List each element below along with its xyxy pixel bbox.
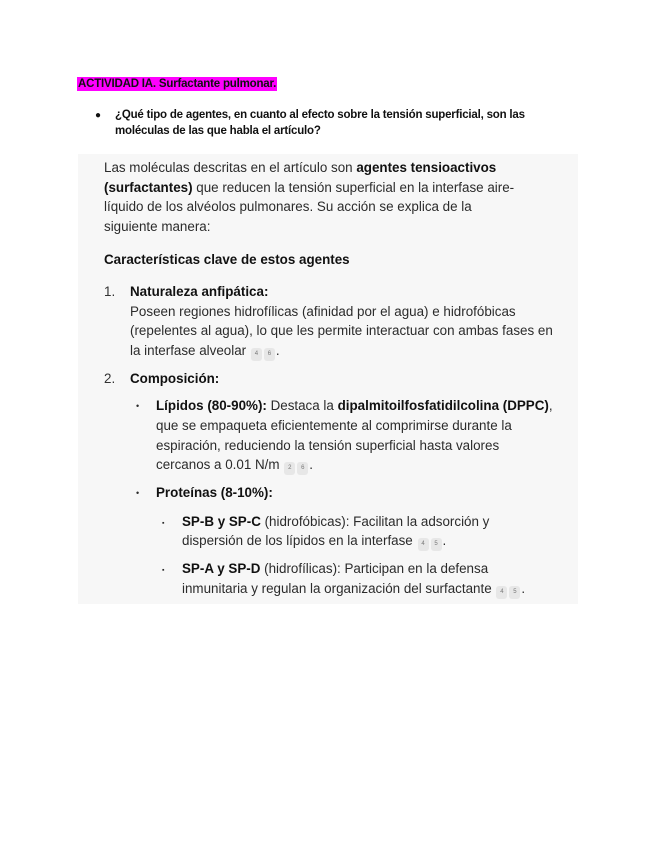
subsub-item-spad: [162, 559, 578, 599]
sub-item-title: Proteínas (8-10%):: [156, 485, 273, 501]
item-end: .: [275, 342, 280, 358]
intro-text-2: que reducen la tensión superficial en la interfase aire-líquido de los alvéolos pulmonares. Su acción se explica de la siguiente manera:: [104, 179, 515, 234]
sub-item-bold: dipalmitoilfosfatidilcolina (DPPC): [337, 398, 549, 414]
subsub-item-text: (hidrofílicas): Participan en la defensa inmunitaria y regulan la organización del surfactante: [182, 561, 492, 596]
bullet-square: ▪: [162, 519, 165, 527]
citation-badge[interactable]: 4: [496, 586, 507, 599]
citation-badge[interactable]: 5: [509, 586, 520, 599]
citation-badge[interactable]: 4: [418, 538, 429, 551]
question-bullet: ●: [95, 110, 101, 121]
answer-box: [78, 154, 578, 604]
bullet-square: ▪: [162, 567, 165, 575]
subsub-item-title: SP-A y SP-D: [182, 561, 261, 577]
item-title: Naturaleza anfipática:: [130, 283, 269, 299]
item-composicion: [104, 369, 578, 389]
citation-badge[interactable]: 4: [251, 348, 262, 361]
item-naturaleza: [104, 282, 578, 361]
sub-item-title: Lípidos (80-90%):: [156, 398, 267, 414]
intro-text-1: Las moléculas descritas en el artículo son: [104, 160, 357, 175]
section-heading: Características clave de estos agentes: [104, 252, 350, 268]
citation-badge[interactable]: 5: [431, 538, 442, 551]
subsub-item-text: (hidrofóbicas): Facilitan la adsorción y dispersión de los lípidos en la interfase: [182, 513, 490, 549]
item-number: 1.: [104, 283, 116, 299]
sub-item-text: , que se empaqueta eficientemente al comprimirse durante la espiración, reduciendo la tensión superficial hasta valores cercanos a 0.01 N/m: [156, 398, 553, 473]
sub-item-proteinas: [136, 483, 578, 504]
bullet-dot: •: [136, 401, 140, 412]
subsub-item-end: .: [521, 580, 526, 596]
citation-badge[interactable]: 6: [264, 348, 275, 361]
citation-badge[interactable]: 2: [284, 462, 295, 475]
bullet-dot: •: [136, 488, 140, 499]
subsub-item-spbc: [162, 512, 578, 552]
activity-title: ACTIVIDAD IA. Surfactante pulmonar.: [78, 78, 277, 90]
sub-item-end: .: [309, 457, 314, 473]
sub-item-text: Destaca la: [266, 398, 338, 414]
question: [95, 107, 565, 139]
item-text: Poseen regiones hidrofílicas (afinidad por el agua) e hidrofóbicas (repelentes al agua), lo que les permite interactuar con ambas fases en la interfase alveolar: [130, 303, 553, 358]
answer-intro: [104, 158, 529, 236]
question-text: ¿Qué tipo de agentes, en cuanto al efecto sobre la tensión superficial, son las moléculas de las que habla el artículo?: [115, 109, 525, 137]
item-number: 2.: [104, 370, 116, 386]
subsub-item-title: SP-B y SP-C: [182, 513, 261, 529]
subsub-item-end: .: [442, 533, 447, 549]
citation-badge[interactable]: 6: [297, 462, 308, 475]
item-title: Composición:: [130, 370, 220, 386]
sub-item-lipidos: [136, 396, 578, 475]
intro-bold: agentes tensioactivos (surfactantes): [104, 160, 497, 195]
